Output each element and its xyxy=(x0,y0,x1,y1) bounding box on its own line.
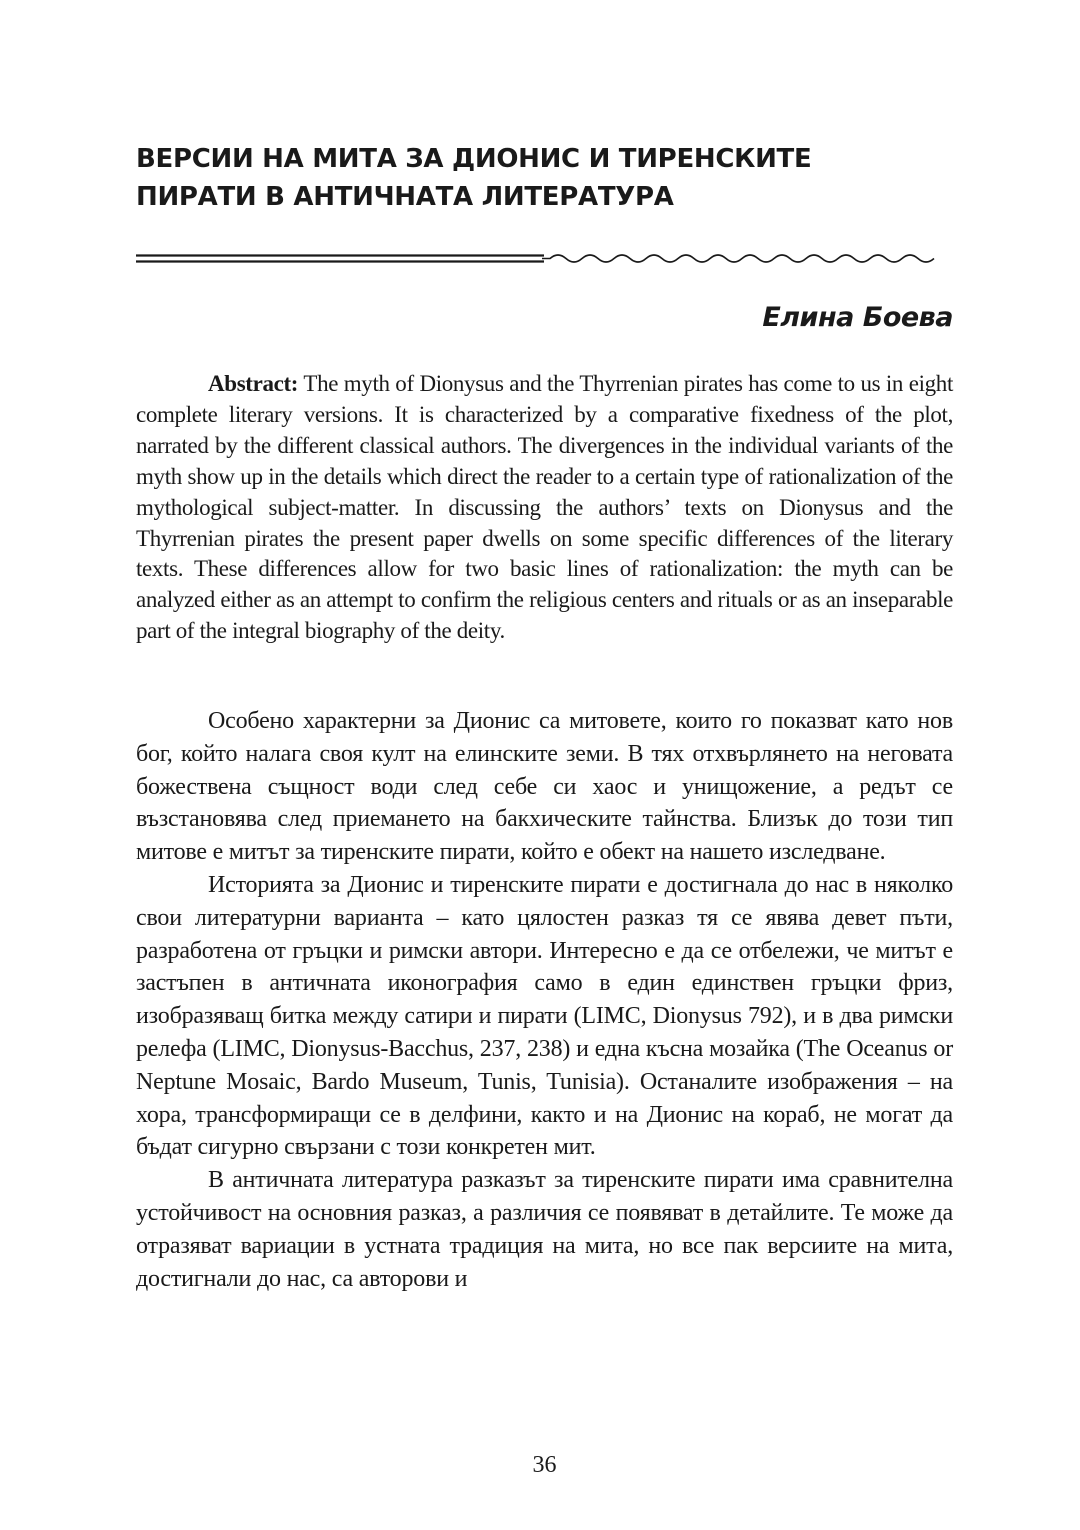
body-paragraph: В античната литература разказът за тиренските пирати има сравнителна устойчивост на основния разказ, а различия се появяват в детайлите. Те може да отразяват вариации в устната традиция на мита, но все пак версиите на мита, достигнали до нас, са авторови и xyxy=(136,1167,953,1292)
double-line-wave-ornament-icon xyxy=(136,248,953,270)
abstract-label: Abstract: xyxy=(208,371,299,396)
author-name: Елина Боева xyxy=(762,302,953,333)
article-body xyxy=(136,705,953,1295)
article-title xyxy=(136,140,953,216)
abstract-paragraph xyxy=(136,369,953,647)
page-number: 36 xyxy=(532,1452,557,1478)
abstract-text: The myth of Dionysus and the Thyrrenian pirates has come to us in eight complete literary versions. It is characterized by a comparative fixedness of the plot, narrated by the different classical authors. The divergences in the individual variants of the myth show up in the details which direct the reader to a certain type of rationalization of the mythological subject-matter. In discussing the authors’ texts on Dionysus and the Thyrrenian pirates the present paper dwells on some specific differences of the literary texts. These differences allow for two basic lines of rationalization: the myth can be analyzed either as an attempt to confirm the religious centers and rituals or as an inseparable part of the integral biography of the deity. xyxy=(136,371,953,644)
article-title-line-1: ВЕРСИИ НА МИТА ЗА ДИОНИС И ТИРЕНСКИТЕ xyxy=(136,144,812,174)
body-paragraph: Особено характерни за Дионис са митовете, които го показват като нов бог, който налага своя култ на елинските земи. В тях отхвърлянето на неговата божествена същност води след себе си хаос и унищожение, а редът се възстановява след приемането на бакхическите тайнства. Близък до този тип митове е митът за тиренските пирати, който е обект на нашето изследване. xyxy=(136,708,953,866)
article-title-line-2: ПИРАТИ В АНТИЧНАТА ЛИТЕРАТУРА xyxy=(136,182,674,212)
document-page xyxy=(136,0,953,1530)
body-paragraph: Историята за Дионис и тиренските пирати е достигнала до нас в няколко свои литературни варианта – като цялостен разказ тя се явява девет пъти, разработена от гръцки и римски автори. Интересно е да се отбележи, че митът е застъпен в античната иконография само в един единствен гръцки фриз, изобразяващ битка между сатири и пирати (LIMC, Dionysus 792), и в два римски релефа (LIMC, Dionysus-Bacchus, 237, 238) и една късна мозайка (The Oceanus or Neptune Mosaic, Bardo Museum, Tunis, Tunisia). Останалите изображения – на хора, трансформиращи се в делфини, както и на Дионис на кораб, не могат да бъдат сигурно свързани с този конкретен мит. xyxy=(136,871,953,1161)
